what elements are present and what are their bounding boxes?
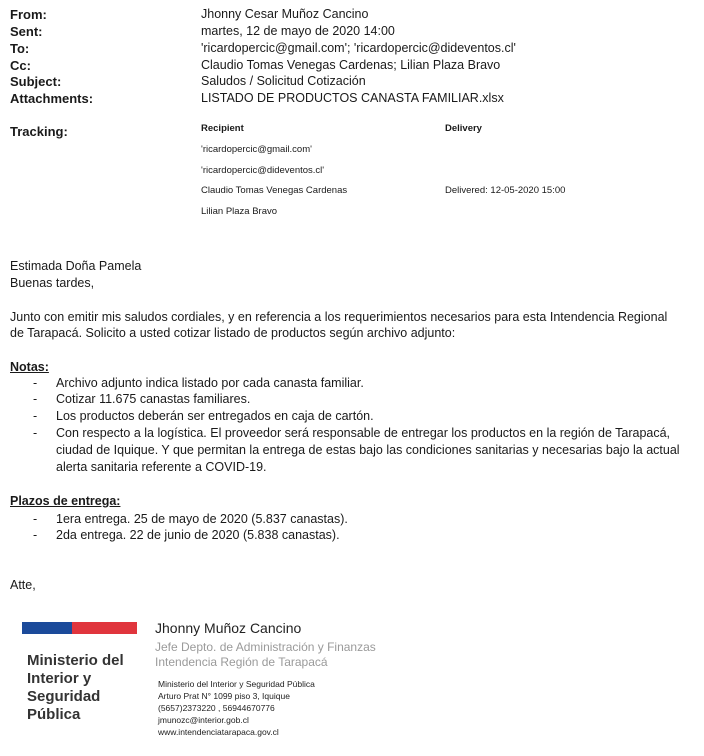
- tracking-delivery-header: Delivery: [445, 123, 482, 134]
- tracking-recipient-header: Recipient: [201, 123, 244, 134]
- bullet-dash: -: [33, 528, 38, 542]
- bullet-dash: -: [33, 512, 38, 526]
- signature-organization: Intendencia Región de Tarapacá: [155, 655, 328, 669]
- sent-value: martes, 12 de mayo de 2020 14:00: [201, 24, 395, 38]
- note-item-continuation: ciudad de Iquique. Y que permitan la entrega de estas bajo las condiciones sanitarias y necesarias bajo la actual: [56, 443, 680, 457]
- tracking-recipient: 'ricardopercic@dideventos.cl': [201, 165, 325, 176]
- bullet-dash: -: [33, 409, 38, 423]
- ministry-logo-text: Pública: [27, 706, 81, 723]
- signature-name: Jhonny Muñoz Cancino: [155, 620, 302, 636]
- note-item: Con respecto a la logística. El proveedor será responsable de entregar los productos en la región de Tarapacá,: [56, 426, 671, 440]
- bullet-dash: -: [33, 426, 38, 440]
- from-value: Jhonny Cesar Muñoz Cancino: [201, 7, 369, 21]
- attachment-file[interactable]: LISTADO DE PRODUCTOS CANASTA FAMILIAR.xlsx: [201, 91, 504, 105]
- note-item: Archivo adjunto indica listado por cada canasta familiar.: [56, 376, 364, 390]
- contact-email[interactable]: jmunozc@interior.gob.cl: [158, 715, 249, 725]
- from-label: From:: [10, 7, 47, 22]
- flag-bar-red: [72, 622, 137, 634]
- attachments-label: Attachments:: [10, 91, 94, 106]
- ministry-logo-text: Interior y: [27, 670, 92, 687]
- contact-line: Ministerio del Interior y Seguridad Pública: [158, 679, 315, 689]
- tracking-recipient: 'ricardopercic@gmail.com': [201, 144, 312, 155]
- subject-label: Subject:: [10, 74, 62, 89]
- intro-line: de Tarapacá. Solicito a usted cotizar listado de productos según archivo adjunto:: [10, 326, 456, 340]
- ministry-logo-text: Seguridad: [27, 688, 101, 705]
- note-item-continuation: alerta sanitaria referente a COVID-19.: [56, 460, 267, 474]
- greeting-line: Estimada Doña Pamela: [10, 259, 142, 273]
- to-value[interactable]: 'ricardopercic@gmail.com'; 'ricardopercic@dideventos.cl': [201, 41, 516, 55]
- ministry-logo-text: Ministerio del: [27, 652, 124, 669]
- closing-line: Atte,: [10, 578, 36, 592]
- contact-website[interactable]: www.intendenciatarapaca.gov.cl: [158, 727, 279, 737]
- intro-line: Junto con emitir mis saludos cordiales, y en referencia a los requerimientos necesarios para esta Intendencia Regional: [10, 310, 668, 324]
- tracking-delivery-status: Delivered: 12-05-2020 15:00: [445, 185, 566, 196]
- tracking-recipient: Claudio Tomas Venegas Cardenas: [201, 185, 348, 196]
- to-label: To:: [10, 41, 30, 56]
- contact-address: Arturo Prat N° 1099 piso 3, Iquique: [158, 691, 290, 701]
- deadline-item: 1era entrega. 25 de mayo de 2020 (5.837 canastas).: [56, 512, 348, 526]
- bullet-dash: -: [33, 376, 38, 390]
- sent-label: Sent:: [10, 24, 43, 39]
- deadline-item: 2da entrega. 22 de junio de 2020 (5.838 canastas).: [56, 528, 340, 542]
- notes-title: Notas:: [10, 360, 49, 374]
- signature-role: Jefe Depto. de Administración y Finanzas: [155, 640, 376, 654]
- flag-bar-blue: [22, 622, 72, 634]
- cc-label: Cc:: [10, 58, 31, 73]
- deadlines-title: Plazos de entrega:: [10, 494, 121, 508]
- greeting-line: Buenas tardes,: [10, 276, 95, 290]
- bullet-dash: -: [33, 392, 38, 406]
- contact-phone: (5657)2373220 , 56944670776: [158, 703, 275, 713]
- subject-value: Saludos / Solicitud Cotización: [201, 74, 366, 88]
- tracking-recipient: Lilian Plaza Bravo: [201, 206, 278, 217]
- note-item: Los productos deberán ser entregados en caja de cartón.: [56, 409, 374, 423]
- note-item: Cotizar 11.675 canastas familiares.: [56, 392, 251, 406]
- cc-value[interactable]: Claudio Tomas Venegas Cardenas; Lilian Plaza Bravo: [201, 58, 501, 72]
- tracking-label: Tracking:: [10, 124, 68, 139]
